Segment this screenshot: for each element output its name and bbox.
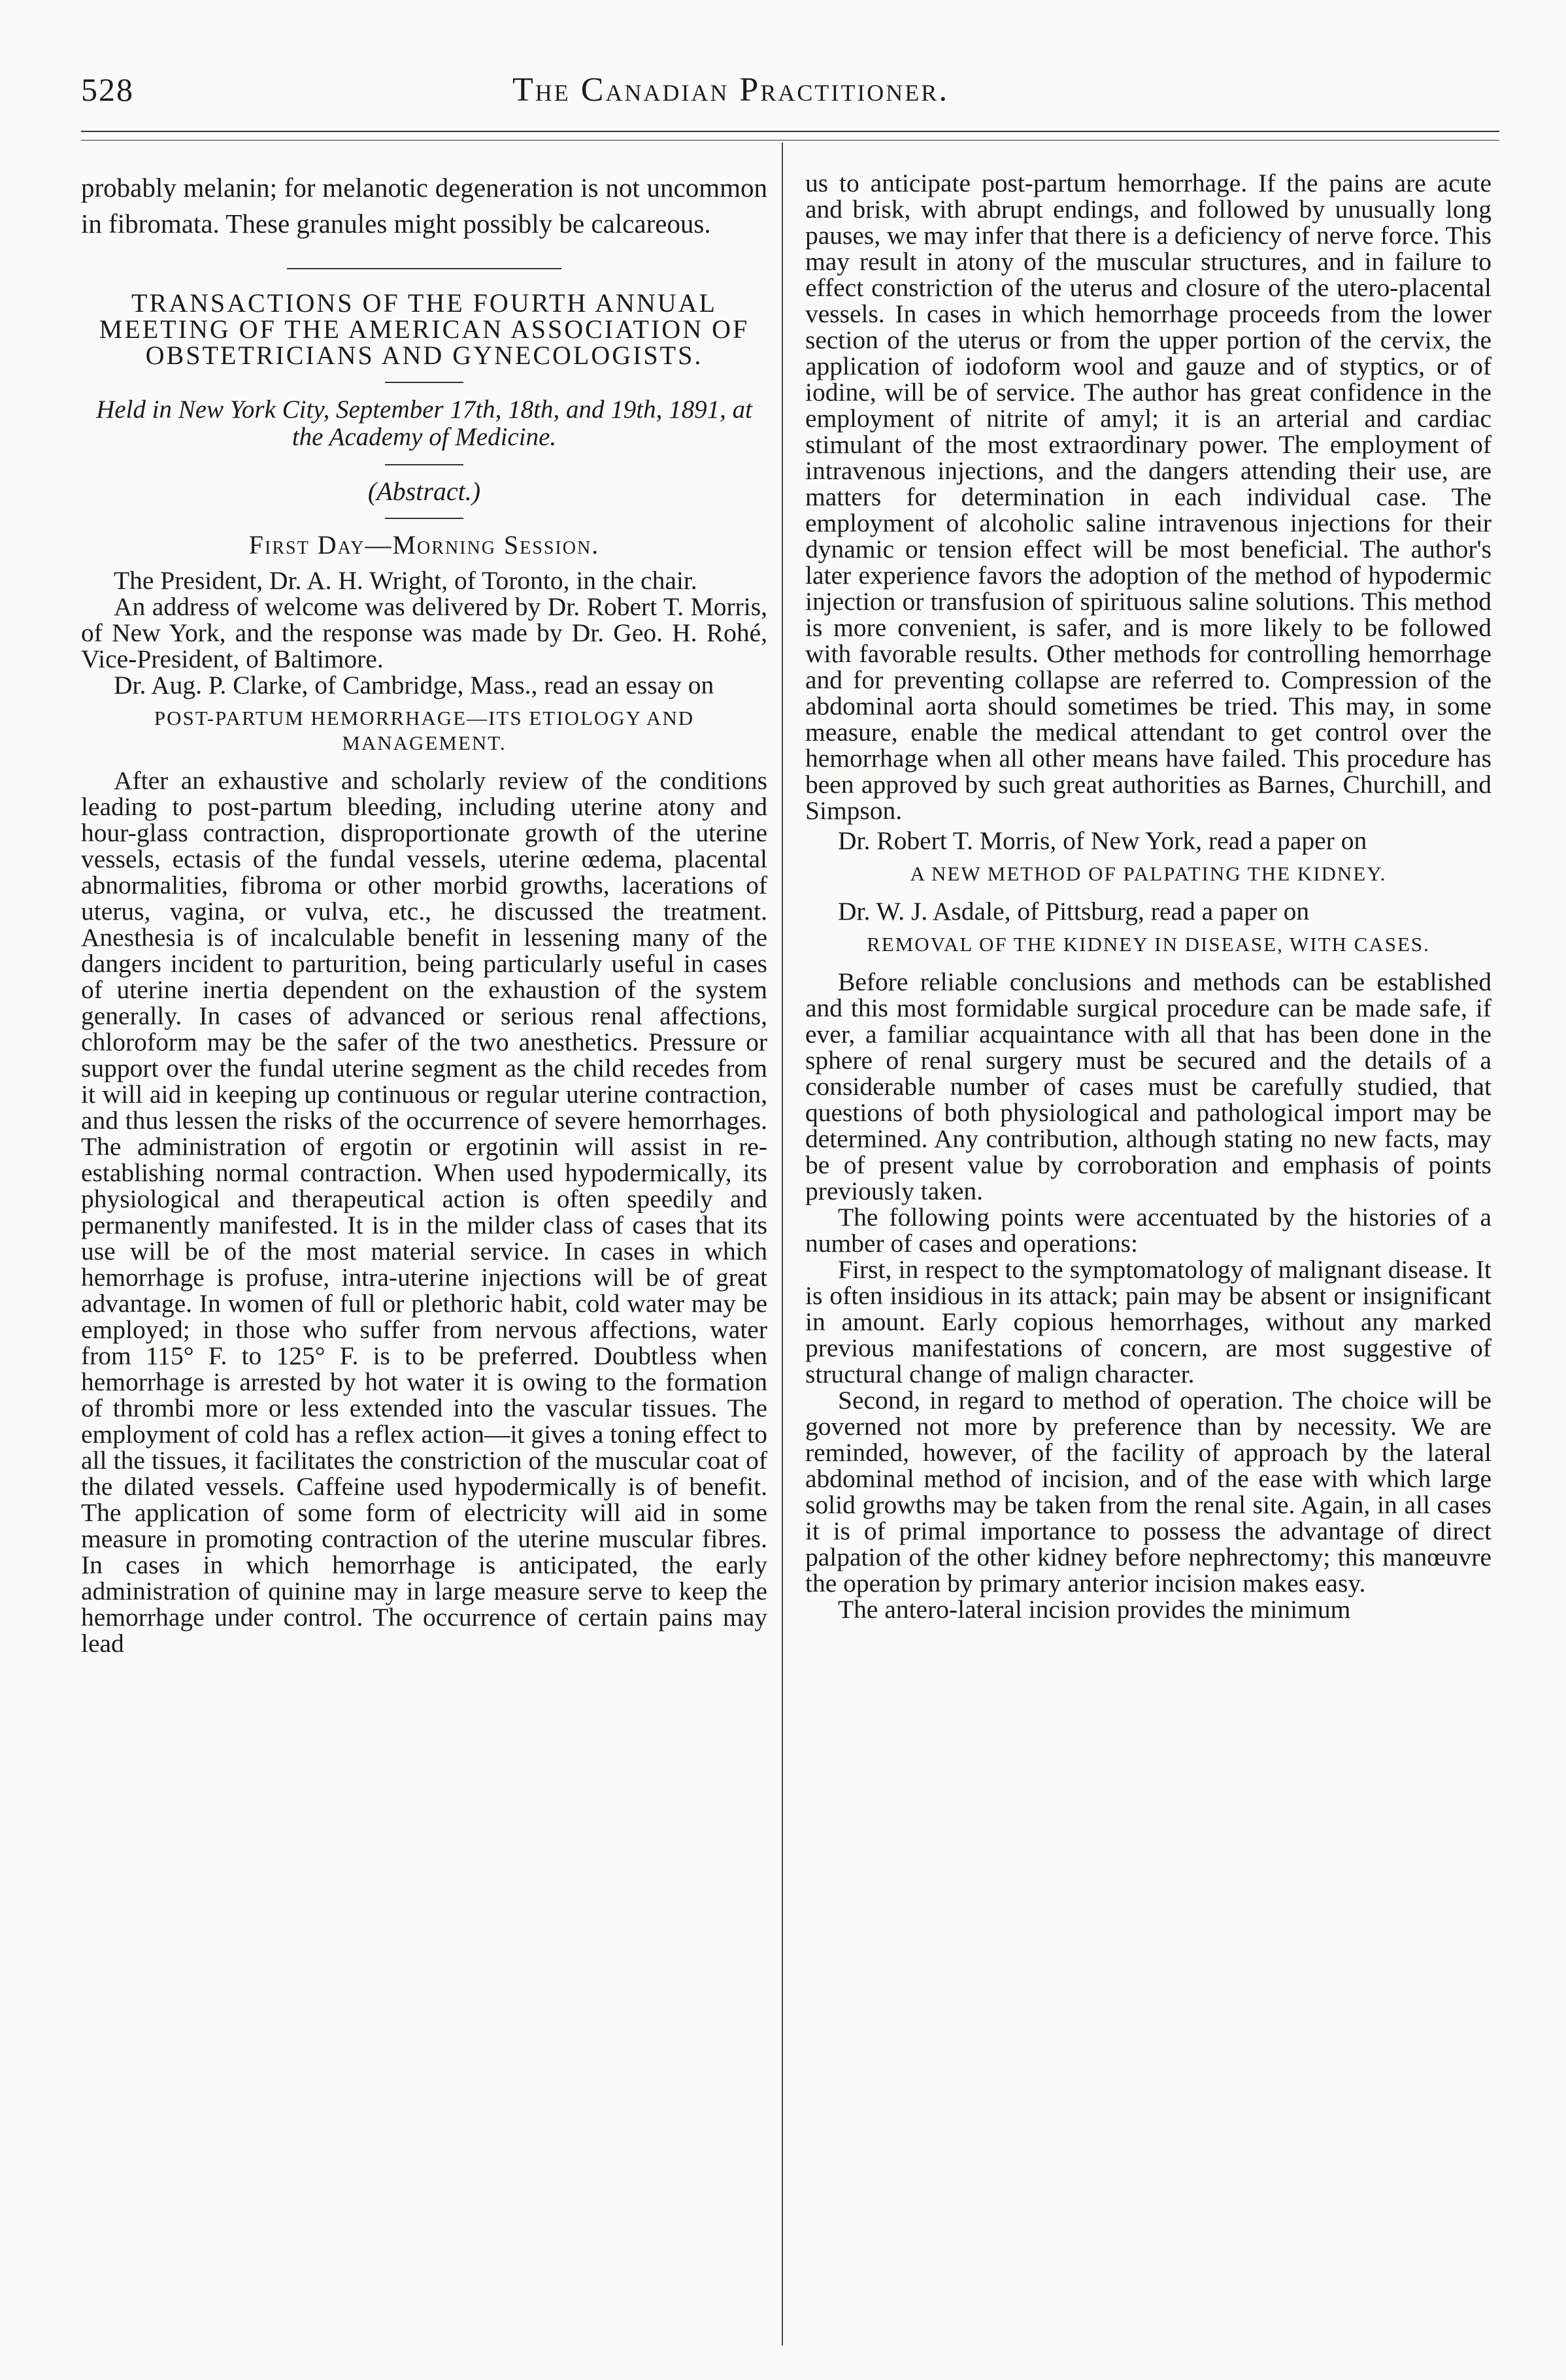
kidney-heading: A NEW METHOD OF PALPATING THE KIDNEY. — [910, 862, 1387, 885]
heading-rule — [385, 382, 463, 383]
morris-paragraph: Dr. Robert T. Morris, of New York, read a paper on — [838, 826, 1367, 855]
second-point-paragraph: Second, in regard to method of operation. The choice will be governed not more by preference than by necessity. We are reminded, however, of the facility of approach by the lateral abdominal method of incision, and of the ease with which large solid growths may be taken from the renal site. Again, in all cases it is of primal importance to possess the advantage of direct palpation of the other kidney before nephrectomy; this manœuvre the operation by primary anterior incision makes easy. — [805, 1386, 1491, 1598]
president-paragraph: The President, Dr. A. H. Wright, of Toronto, in the chair. — [114, 566, 697, 595]
asdale-paragraph: Dr. W. J. Asdale, of Pittsburg, read a paper on — [838, 897, 1310, 926]
journal-title: The Canadian Practitioner. — [512, 71, 950, 109]
abstract-rule — [385, 518, 463, 519]
continuation-paragraph: us to anticipate post-partum hemorrhage. If the pains are acute and brisk, with abrupt endings, and followed by unusually long pauses, we may infer that there is a deficiency of nerve force. This may result in atony of the muscular structures, and in failure to effect constriction of the uterus and closure of the utero-placental vessels. In cases in which hemorrhage proceeds from the lower section of the uterus or from the upper portion of the cervix, the application of iodoform wool and gauze and of styptics, or of iodine, will be of service. The author has great confidence in the employment of nitrite of amyl; it is an arterial and cardiac stimulant of the most extraordinary power. The employment of intravenous injections, and the dangers attending their use, are matters for determination in each individual case. The employment of alcoholic saline intravenous injections for their dynamic or tension effect will be most beneficial. The author's later experience favors the adoption of the method of hypodermic injection or transfusion of spirituous saline solutions. This method is more convenient, is safer, and is more likely to be followed with favorable results. Other methods for controlling hemorrhage and for preventing collapse are referred to. Compression of the abdominal aorta should sometimes be tried. This may, in some measure, enable the medical attendant to get control over the hemorrhage when all other means have failed. This procedure has been approved by such great authorities as Barnes, Churchill, and Simpson. — [805, 169, 1491, 825]
pph-heading: POST-PARTUM HEMORRHAGE—ITS ETIOLOGY AND MANAGEMENT. — [154, 707, 695, 754]
header-rule-top — [81, 131, 1499, 132]
left-column — [81, 170, 767, 1656]
section-rule — [287, 268, 561, 269]
opening-paragraph: probably melanin; for melanotic degeneration is not uncommon in fibromata. These granules might possibly be calcareous. — [81, 173, 767, 239]
column-divider — [782, 142, 783, 2345]
first-point-paragraph: First, in respect to the symptomatology of malignant disease. It is often insidious in its attack; pain may be absent or insignificant in amount. Early copious hemorrhages, without any marked previous manifestations of concern, are most suggestive of structural change of malign character. — [805, 1255, 1491, 1388]
header-rule-bottom — [81, 140, 1499, 141]
transactions-heading: TRANSACTIONS OF THE FOURTH ANNUAL MEETING OF THE AMERICAN ASSOCIATION OF OBSTETRICIANS AND GYNECOLOGISTS. — [99, 288, 750, 370]
page-number: 528 — [81, 71, 134, 108]
clarke-paragraph: Dr. Aug. P. Clarke, of Cambridge, Mass., read an essay on — [114, 671, 714, 699]
before-paragraph: Before reliable conclusions and methods can be established and this most formidable surgical procedure can be made safe, if ever, a familiar acquaintance with all that has been done in the sphere of renal surgery must be secured and the details of a considerable number of cases must be carefully studied, that questions of both physiological and pathological import may be determined. Any contribution, although stating no new facts, may be of present value by corroboration and emphasis of points previously taken. — [805, 967, 1491, 1205]
right-column — [805, 170, 1491, 1622]
details-rule — [385, 464, 463, 465]
meeting-details: Held in New York City, September 17th, 18th, and 19th, 1891, at the Academy of Medicine. — [96, 395, 752, 451]
antero-lateral-paragraph: The antero-lateral incision provides the minimum — [838, 1595, 1351, 1624]
pph-paragraph: After an exhaustive and scholarly review of the conditions leading to post-partum bleeding, including uterine atony and hour-glass contraction, disproportionate growth of the uterine vessels, ectasis of the fundal vessels, uterine œdema, placental abnormalities, fibroma or other morbid growths, lacerations of uterus, vagina, or vulva, etc., he discussed the treatment. Anesthesia is of incalculable benefit in lessening many of the dangers incident to parturition, being particularly useful in cases of uterine inertia dependent on the exhaustion of the system generally. In cases of advanced or serious renal affections, chloroform may be the safer of the two anesthetics. Pressure or support over the fundal uterine segment as the child recedes from it will aid in keeping up continuous or regular uterine contraction, and thus lessen the risks of the occurrence of severe hemorrhages. The administration of ergotin or ergotinin will assist in re-establishing normal contraction. When used hypodermically, its physiological and therapeutical action is often speedily and permanently manifested. It is in the milder class of cases that its use will be of the most material service. In cases in which hemorrhage is profuse, intra-uterine injections will be of great advantage. In women of full or plethoric habit, cold water may be employed; in those who suffer from nervous affections, water from 115° F. to 125° F. is to be preferred. Doubtless when hemorrhage is arrested by hot water it is owing to the formation of thrombi more or less extended into the vascular tissues. The employment of cold has a reflex action—it gives a toning effect to all the tissues, it facilitates the constriction of the muscular coat of the dilated vessels. Caffeine used hypodermically is of benefit. The application of some form of electricity will aid in some measure in promoting contraction of the uterine muscular fibres. In cases in which hemorrhage is anticipated, the early administration of quinine may in large measure serve to keep the hemorrhage under control. The occurrence of certain pains may lead — [81, 766, 767, 1658]
running-head — [81, 71, 1499, 123]
following-paragraph: The following points were accentuated by the histories of a number of cases and operations: — [805, 1203, 1491, 1258]
abstract-label: (Abstract.) — [367, 477, 481, 506]
address-paragraph: An address of welcome was delivered by Dr. Robert T. Morris, of New York, and the response was made by Dr. Geo. H. Rohé, Vice-President, of Baltimore. — [81, 592, 767, 673]
removal-heading: REMOVAL OF THE KIDNEY IN DISEASE, WITH CASES. — [867, 933, 1430, 956]
session-heading: First Day—Morning Session. — [248, 530, 600, 560]
